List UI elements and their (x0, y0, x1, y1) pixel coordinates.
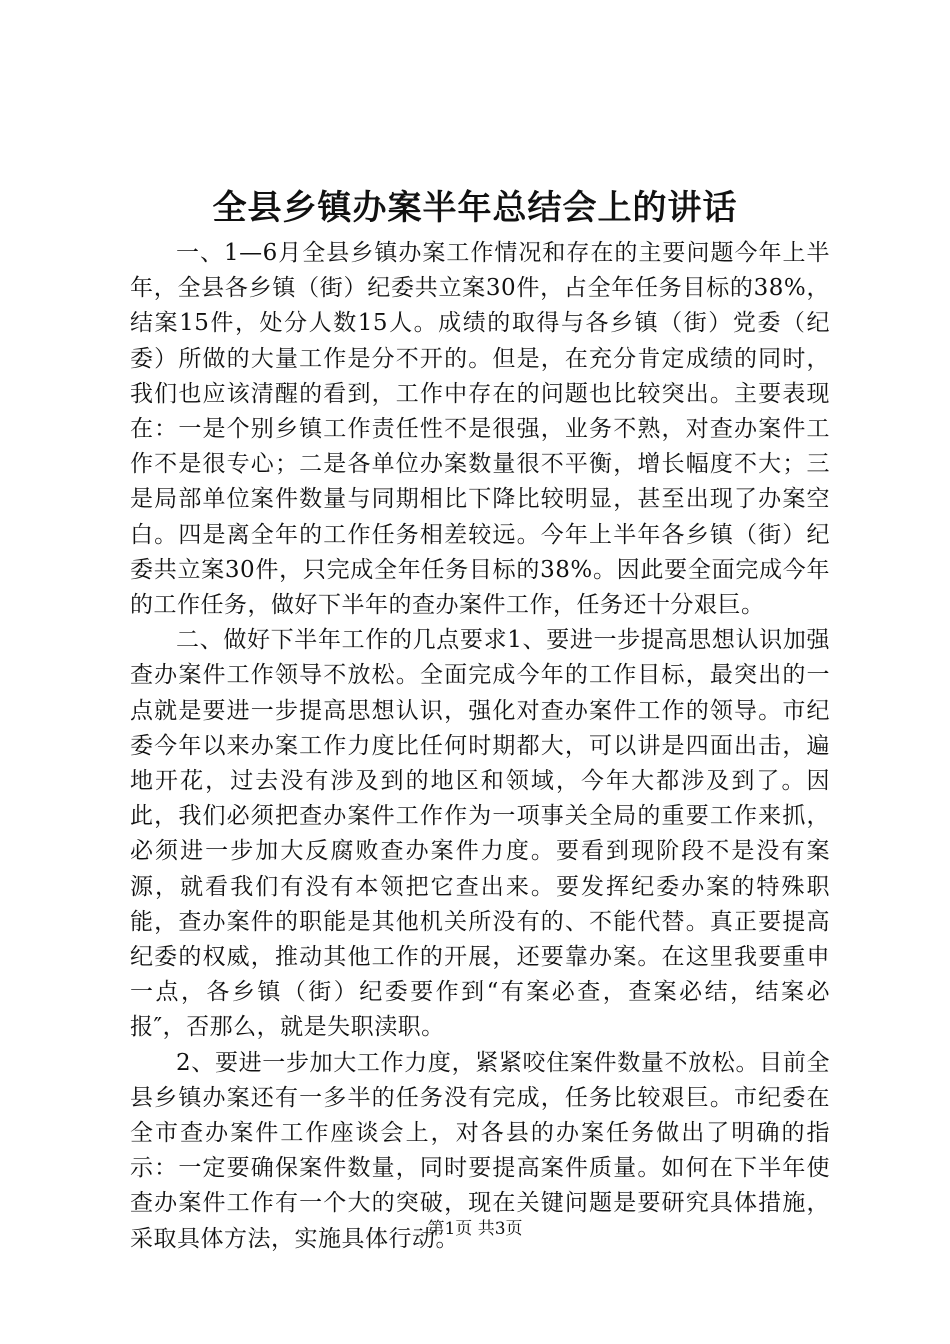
paragraph-2: 二、做好下半年工作的几点要求1、要进一步提高思想认识加强查办案件工作领导不放松。全面完成今年的工作目标，最突出的一点就是要进一步提高思想认识，强化对查办案件工作的领导。市纪委今年以来办案工作力度比任何时期都大，可以讲是四面出击，遍地开花，过去没有涉及到的地区和领域，今年大都涉及到了。因此，我们必须把查办案件工作作为一项事关全局的重要工作来抓，必须进一步加大反腐败查办案件力度。要看到现阶段不是没有案源，就看我们有没有本领把它查出来。要发挥纪委办案的特殊职能，查办案件的职能是其他机关所没有的、不能代替。真正要提高纪委的权威，推动其他工作的开展，还要靠办案。在这里我要重申一点，各乡镇（街）纪委要作到“有案必查，查案必结，结案必报″，否那么，就是失职渎职。 (130, 627, 830, 1041)
paragraph-1: 一、1—6月全县乡镇办案工作情况和存在的主要问题今年上半年，全县各乡镇（街）纪委共立案30件，占全年任务目标的38%，结案15件，处分人数15人。成绩的取得与各乡镇（街）党委（纪委）所做的大量工作是分不开的。但是，在充分肯定成绩的同时，我们也应该清醒的看到，工作中存在的问题也比较突出。主要表现在：一是个别乡镇工作责任性不是很强，业务不熟，对查办案件工作不是很专心；二是各单位办案数量很不平衡，增长幅度不大；三是局部单位案件数量与同期相比下降比较明显，甚至出现了办案空白。四是离全年的工作任务相差较远。今年上半年各乡镇（街）纪委共立案30件，只完成全年任务目标的38%。因此要全面完成今年的工作任务，做好下半年的查办案件工作，任务还十分艰巨。 (130, 240, 830, 619)
page-number-footer: 第1页 共3页 (427, 1219, 523, 1239)
document-title: 全县乡镇办案半年总结会上的讲话 (212, 188, 738, 228)
document-body (130, 236, 830, 1257)
paragraph-3: 2、要进一步加大工作力度，紧紧咬住案件数量不放松。目前全县乡镇办案还有一多半的任务没有完成，任务比较艰巨。市纪委在全市查办案件工作座谈会上，对各县的办案任务做出了明确的指示：一定要确保案件数量，同时要提高案件质量。如何在下半年使查办案件工作有一个大的突破，现在关键问题是要研究具体措施，采取具体方法，实施具体行动。 (130, 1049, 830, 1252)
